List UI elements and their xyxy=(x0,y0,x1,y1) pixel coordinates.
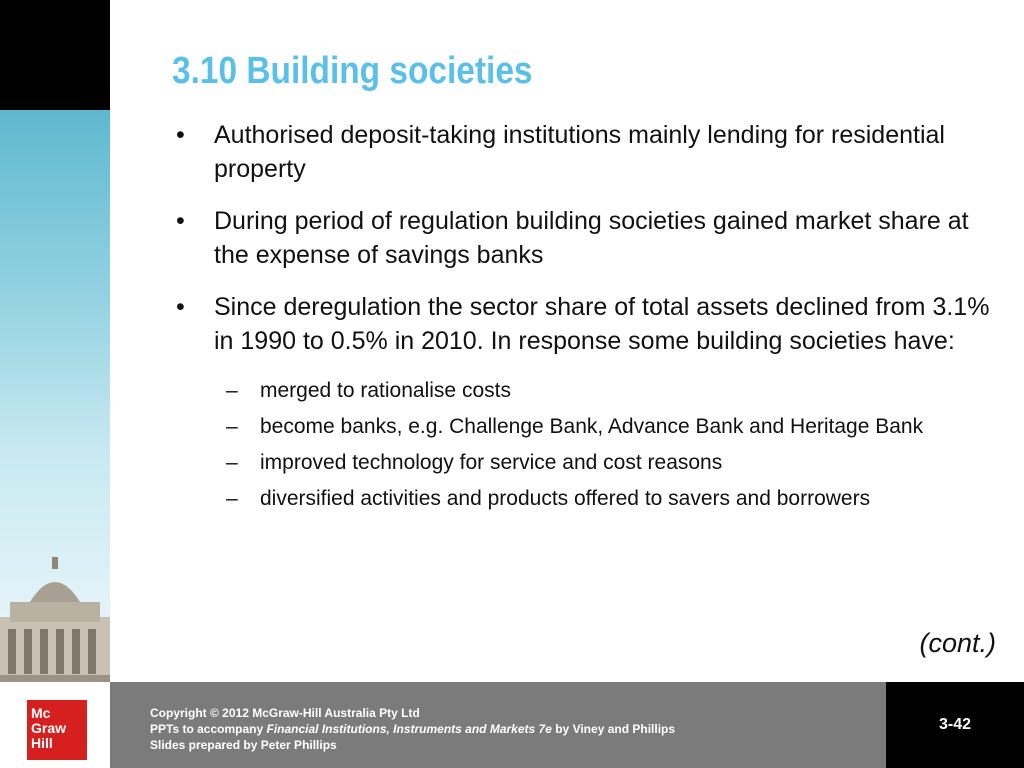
page-number: 3-42 xyxy=(886,682,1024,768)
prepared-by-line: Slides prepared by Peter Phillips xyxy=(150,738,337,752)
bullet-text: During period of regulation building societies gained market share at the expense of savings banks xyxy=(214,207,969,269)
sub-bullet-text: merged to rationalise costs xyxy=(260,379,511,402)
copyright-line: Copyright © 2012 McGraw-Hill Australia Pty Ltd xyxy=(150,706,420,720)
logo-line: Mc xyxy=(31,705,51,721)
slide-content xyxy=(172,118,1002,520)
continued-label: (cont.) xyxy=(919,628,996,658)
sub-bullet-item xyxy=(172,412,1002,441)
footer-text xyxy=(150,705,675,753)
sub-bullet-text: diversified activities and products offered to savers and borrowers xyxy=(260,487,871,510)
bullet-marker: • xyxy=(176,121,185,149)
sub-bullet-item xyxy=(172,484,1002,513)
footer-bar xyxy=(110,682,886,768)
sub-bullet-marker: – xyxy=(226,451,238,474)
sub-bullet-text: improved technology for service and cost reasons xyxy=(260,451,723,474)
logo-line: Hill xyxy=(31,735,53,751)
building-illustration xyxy=(0,557,110,682)
slide-title: 3.10 Building societies xyxy=(172,50,533,92)
ppt-prefix: PPTs to accompany xyxy=(150,722,267,736)
bullet-item xyxy=(172,290,1002,358)
footer-logo-area xyxy=(0,682,110,768)
bullet-text: Since deregulation the sector share of total assets declined from 3.1% in 1990 to 0.5% in 2010. In response some building societies have: xyxy=(214,293,990,355)
logo-line: Graw xyxy=(31,720,67,736)
sub-bullet-marker: – xyxy=(226,487,238,510)
sub-bullet-item xyxy=(172,448,1002,477)
sub-bullet-text: become banks, e.g. Challenge Bank, Advance Bank and Heritage Bank xyxy=(260,415,924,438)
ppt-line xyxy=(150,721,675,737)
corner-block xyxy=(0,0,110,110)
bullet-item xyxy=(172,118,1002,186)
sub-bullet-marker: – xyxy=(226,415,238,438)
bullet-item xyxy=(172,204,1002,272)
bullet-marker: • xyxy=(176,293,185,321)
bullet-marker: • xyxy=(176,207,185,235)
sub-bullet-item xyxy=(172,376,1002,405)
book-title: Financial Institutions, Instruments and Markets 7e xyxy=(266,722,552,736)
sub-bullet-marker: – xyxy=(226,379,238,402)
bullet-text: Authorised deposit-taking institutions mainly lending for residential property xyxy=(214,121,945,183)
ppt-suffix: by Viney and Phillips xyxy=(551,722,676,736)
decorative-side-strip xyxy=(0,110,110,682)
sub-bullet-list xyxy=(172,376,1002,513)
mcgraw-hill-logo xyxy=(27,700,87,760)
